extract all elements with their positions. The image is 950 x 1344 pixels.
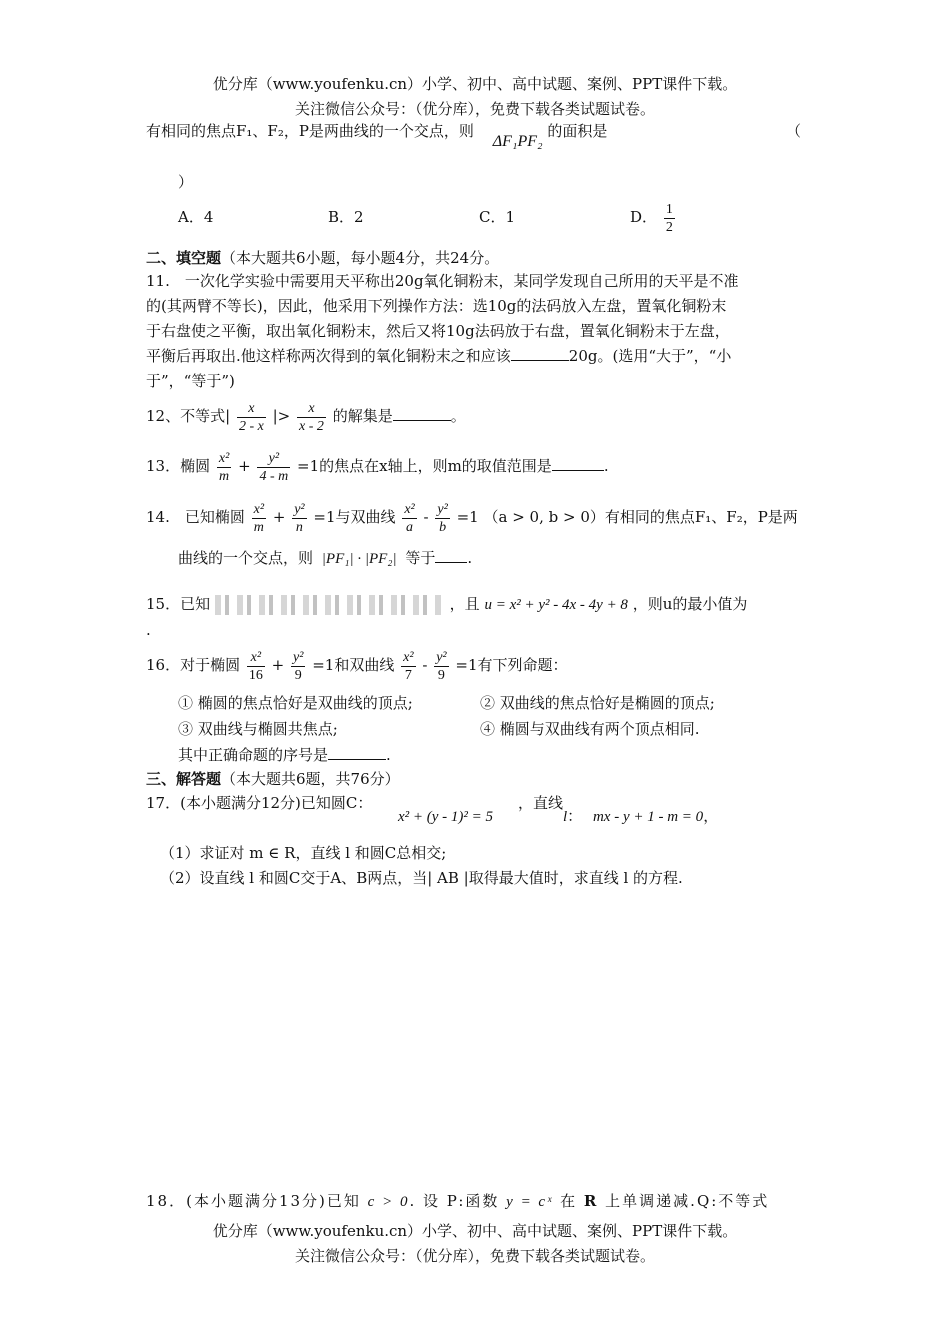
- q10-option-c: C．1: [479, 208, 516, 226]
- q10-triangle: ΔF₁PF₂: [492, 133, 543, 150]
- q10-paren-close: ）: [178, 173, 194, 191]
- q15-obscured-condition: [215, 595, 445, 615]
- q10-stem: [146, 121, 608, 150]
- q11-line-5: 于”，“等于”): [146, 372, 235, 390]
- q16-item-1: ① 椭圆的焦点恰好是双曲线的顶点;: [178, 694, 413, 712]
- section2-heading: 二、填空题（本大题共6小题，每小题4分，共24分。: [146, 249, 500, 267]
- q12-fraction-1: $\frac{x}{2 - x}$: [238, 400, 264, 434]
- q14-answer-blank[interactable]: [435, 548, 467, 563]
- q17-line-label: ，直线: [518, 794, 564, 812]
- q13-fraction-1: $\frac{\text{x²}}{m}$: [218, 450, 230, 484]
- q15-end: .: [146, 621, 151, 639]
- q10-option-b: B．2: [328, 208, 364, 226]
- header-line-1: 优分库（www.youfenku.cn）小学、初中、高中试题、案例、PPT课件下载。: [212, 75, 738, 93]
- q16-ask: 其中正确命题的序号是 .: [178, 746, 391, 764]
- q13-fraction-2: $\frac{\text{y²}}{4 - m}$: [259, 450, 289, 484]
- q10-tail: 的面积是: [547, 122, 608, 140]
- q14-pf-product: |PF₁| · |PF₂|: [321, 551, 397, 567]
- q16-fraction-2: $\frac{\text{y²}}{9}$: [293, 649, 304, 683]
- footer-line-2: 关注微信公众号：（优分库），免费下载各类试题试卷。: [294, 1247, 655, 1265]
- q14-fraction-1: $\frac{\text{x²}}{m}$: [253, 501, 265, 535]
- q12-answer-blank[interactable]: [393, 406, 451, 421]
- q14-line-1: 14. 已知椭圆 $\frac{\text{x²}}{m}$ + $\frac{\text{y²}}{n}$ =1与双曲线 $\frac{\text{x²}}{a}$ - $\frac{\text{y²}}{b}$ =1 （a > 0, b > 0）有相同的焦点F₁、F₂，P是两: [146, 501, 798, 535]
- q14-fraction-4: $\frac{\text{y²}}{b}$: [437, 501, 448, 535]
- q16-item-2: ② 双曲线的焦点恰好是椭圆的顶点;: [480, 694, 715, 712]
- q13: 13．椭圆 $\frac{\text{x²}}{m}$ + $\frac{\text{y²}}{4 - m}$ =1的焦点在x轴上，则m的取值范围是 .: [146, 450, 609, 484]
- q17-line-eq: l： mx - y + 1 - m = 0，: [563, 807, 719, 825]
- q11-line-3: 于右盘使之平衡，取出氧化铜粉末，然后又将10g法码放于右盘，置氧化铜粉末于左盘，: [146, 322, 730, 340]
- q12-fraction-2: $\frac{x}{x - 2}$: [299, 400, 324, 434]
- q11-line-1: 11. 一次化学实验中需要用天平称出20g氧化铜粉末，某同学发现自己所用的天平是不准: [146, 272, 739, 290]
- q11-answer-blank[interactable]: [511, 346, 569, 361]
- q10-option-d: D． $\frac{1}{2}$: [630, 201, 673, 235]
- q17-stem: 17．(本小题满分12分)已知圆C：: [146, 794, 373, 812]
- q14-line-2: 曲线的一个交点，则 |PF₁| · |PF₂| 等于 .: [178, 549, 473, 567]
- footer-line-1: 优分库（www.youfenku.cn）小学、初中、高中试题、案例、PPT课件下载。: [212, 1222, 738, 1240]
- q11-line-4: 平衡后再取出.他这样称两次得到的氧化铜粉末之和应该 20g。(选用“大于”，“小: [146, 347, 732, 365]
- q18-stem: 18．(本小题满分13分)已知 c > 0. 设 P:函数 y = cˣ 在 R 上单调递减.Q:不等式: [146, 1192, 770, 1210]
- section3-heading: 三、解答题（本大题共6题，共76分）: [146, 770, 400, 788]
- q10-text: 有相同的焦点F₁、F₂，P是两曲线的一个交点，则: [146, 122, 474, 140]
- q14-fraction-3: $\frac{\text{x²}}{a}$: [404, 501, 415, 535]
- q15-expression: u = x² + y² - 4x - 4y + 8: [484, 597, 628, 613]
- q16-item-4: ④ 椭圆与双曲线有两个顶点相同.: [480, 720, 700, 738]
- q15-line-1: 15．已知 ，且 u = x² + y² - 4x - 4y + 8 ，则u的最小值为: [146, 595, 748, 613]
- q16-stem: 16．对于椭圆 $\frac{\text{x²}}{16}$ + $\frac{\text{y²}}{9}$ =1和双曲线 $\frac{\text{x²}}{7}$ - $\frac{\text{y²}}{9}$ =1有下列命题：: [146, 649, 568, 683]
- q17-part-2: （2）设直线 l 和圆C交于A、B两点，当| AB |取得最大值时，求直线 l 的方程.: [160, 869, 683, 887]
- q16-answer-blank[interactable]: [328, 745, 386, 760]
- q16-item-3: ③ 双曲线与椭圆共焦点;: [178, 720, 338, 738]
- q10-option-d-fraction: $\frac{1}{2}$: [665, 201, 673, 235]
- q11-line-2: 的(其两臂不等长)，因此，他采用下列操作方法：选10g的法码放入左盘，置氧化铜粉末: [146, 297, 727, 315]
- q12: 12、不等式| $\frac{x}{2 - x}$ |> $\frac{x}{x - 2}$ 的解集是 。: [146, 400, 466, 434]
- q16-fraction-1: $\frac{\text{x²}}{16}$: [248, 649, 263, 683]
- q17-part-1: （1）求证对 m ∈ R，直线 l 和圆C总相交;: [160, 844, 447, 862]
- q16-fraction-4: $\frac{\text{y²}}{9}$: [436, 649, 447, 683]
- q10-paren-open: （: [786, 122, 802, 140]
- q17-circle-eq: x² + (y - 1)² = 5: [398, 809, 494, 825]
- q14-fraction-2: $\frac{\text{y²}}{n}$: [294, 501, 305, 535]
- header-line-2: 关注微信公众号：（优分库），免费下载各类试题试卷。: [294, 100, 655, 118]
- q10-option-a: A．4: [178, 208, 214, 226]
- q13-answer-blank[interactable]: [552, 456, 604, 471]
- q16-fraction-3: $\frac{\text{x²}}{7}$: [403, 649, 414, 683]
